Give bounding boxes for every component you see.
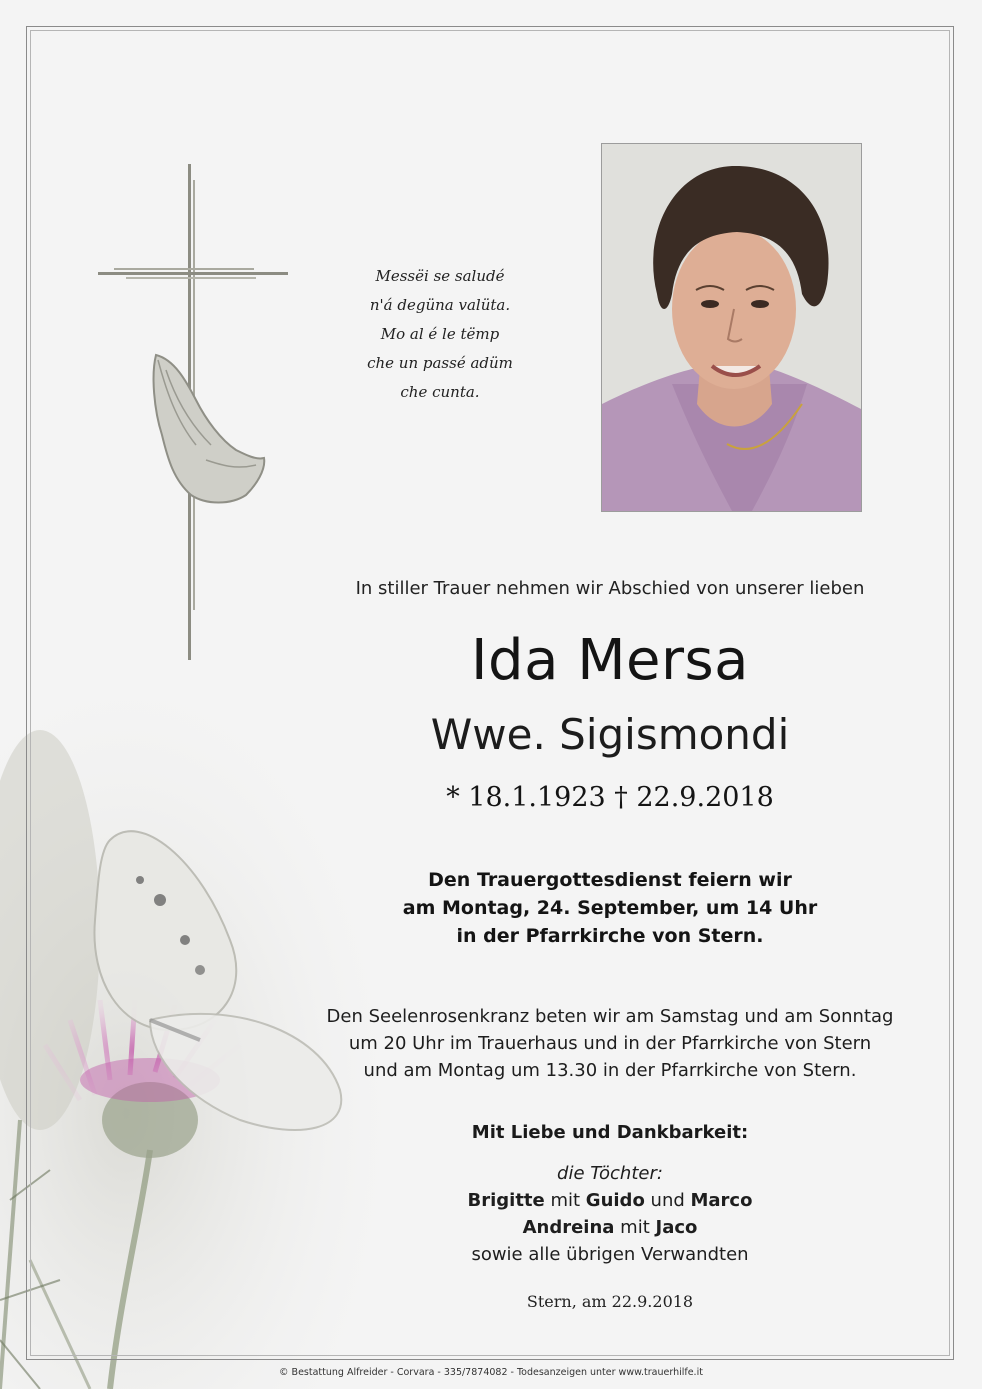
daughters-label: die Töchter: bbox=[557, 1163, 663, 1184]
rosary-info bbox=[290, 1003, 930, 1084]
other-relatives: sowie alle übrigen Verwandten bbox=[471, 1244, 749, 1265]
portrait-illustration bbox=[602, 144, 861, 511]
funeral-service-info bbox=[290, 866, 930, 950]
rosary-line: Den Seelenrosenkranz beten wir am Samstag und am Sonntag bbox=[326, 1006, 894, 1027]
mourner-name: Marco bbox=[690, 1190, 753, 1211]
connector: mit bbox=[544, 1190, 586, 1211]
footer-credit: © Bestattung Alfreider - Corvara - 335/7874082 - Todesanzeigen unter www.trauerhilfe.it bbox=[279, 1367, 703, 1378]
deceased-name: Ida Mersa bbox=[471, 628, 749, 693]
rosary-line: und am Montag um 13.30 in der Pfarrkirche von Stern. bbox=[363, 1060, 857, 1081]
mourner-name: Guido bbox=[585, 1190, 645, 1211]
poem bbox=[350, 262, 530, 407]
life-dates: * 18.1.1923 † 22.9.2018 bbox=[446, 782, 774, 813]
rosary-line: um 20 Uhr im Trauerhaus und in der Pfarrkirche von Stern bbox=[348, 1033, 872, 1054]
mourner-name: Andreina bbox=[522, 1217, 615, 1238]
connector: mit bbox=[614, 1217, 656, 1238]
poem-line: che cunta. bbox=[400, 383, 480, 401]
cross-with-praying-hands-icon bbox=[96, 160, 296, 660]
widow-name: Wwe. Sigismondi bbox=[430, 710, 790, 759]
poem-line: che un passé adüm bbox=[367, 354, 513, 372]
gratitude-heading: Mit Liebe und Dankbarkeit: bbox=[471, 1122, 749, 1143]
mourner-name: Brigitte bbox=[467, 1190, 545, 1211]
poem-line: Messëi se saludé bbox=[375, 267, 505, 285]
connector: und bbox=[644, 1190, 691, 1211]
service-line: Den Trauergottesdienst feiern wir bbox=[428, 869, 792, 891]
mourners-list bbox=[290, 1160, 930, 1268]
mourner-line bbox=[290, 1187, 930, 1214]
place-date: Stern, am 22.9.2018 bbox=[526, 1292, 694, 1311]
poem-line: Mo al é le tëmp bbox=[380, 325, 500, 343]
service-line: am Montag, 24. September, um 14 Uhr bbox=[402, 897, 818, 919]
mourner-name: Jaco bbox=[655, 1217, 698, 1238]
mourner-line bbox=[290, 1214, 930, 1241]
portrait-photo bbox=[601, 143, 862, 512]
intro-text: In stiller Trauer nehmen wir Abschied von unserer lieben bbox=[355, 578, 865, 599]
poem-line: n'á degüna valüta. bbox=[369, 296, 511, 314]
service-line: in der Pfarrkirche von Stern. bbox=[456, 925, 764, 947]
